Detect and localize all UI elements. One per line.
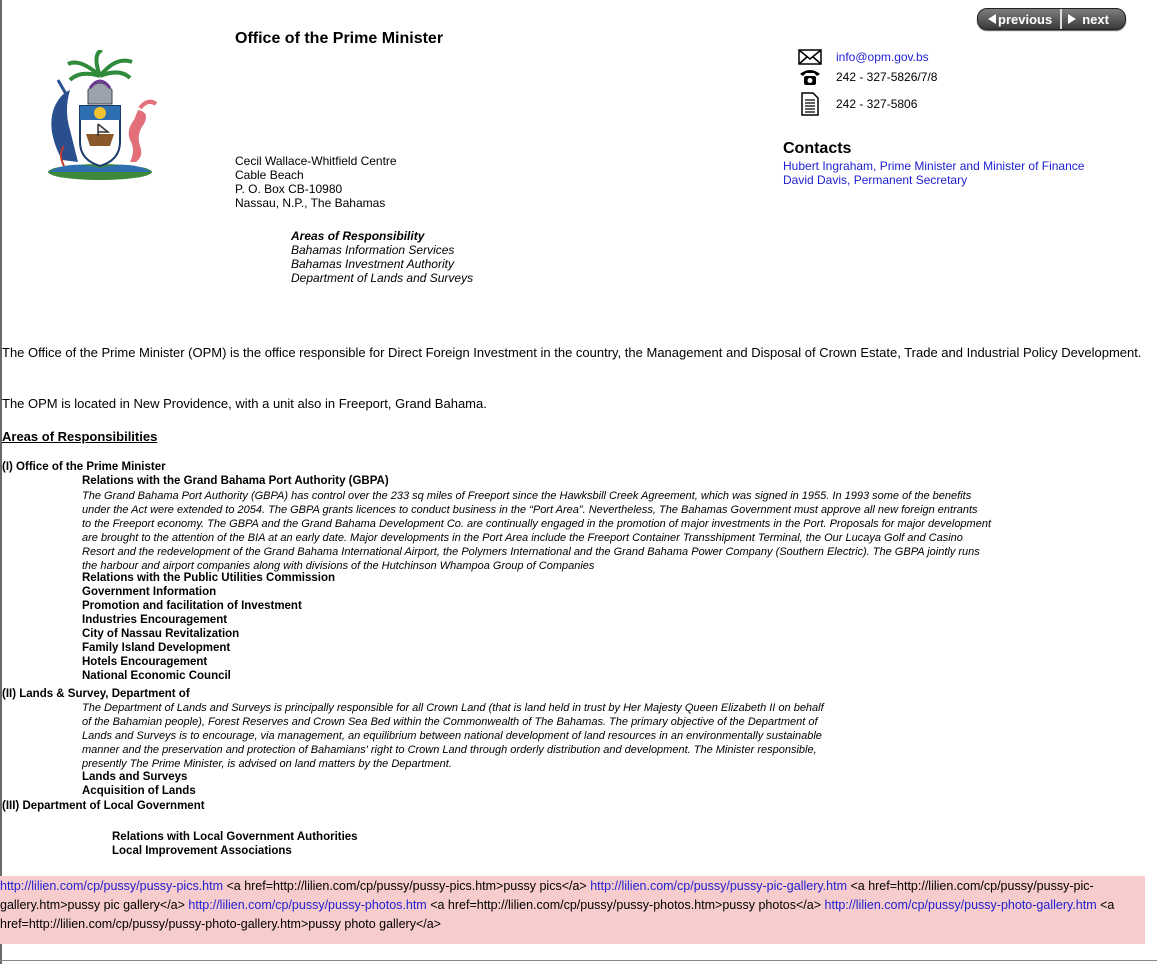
page-title: Office of the Prime Minister: [235, 30, 444, 47]
phone-number: 242 - 327-5826/7/8: [836, 70, 938, 84]
desc-line: are brought to the attention of the BIA at an early date. Major developments in the Port Area include the Freeport Container Transshipment Terminal, the Our Lucaya Golf and Casino: [82, 532, 963, 544]
fax-document-icon: [797, 92, 823, 116]
responsibility-item: City of Nassau Revitalization: [82, 628, 240, 640]
desc-line: presently The Prime Minister, is advised on land matters by the Department.: [82, 758, 452, 770]
spam-text: <a href=http://lilien.com/cp/pussy/pussy-pic-gallery.htm>pussy pic gallery</a>: [0, 879, 1094, 912]
desc-line: manner and the preservation and protection of Bahamians' right to Crown Land through orderly distribution and development. The Minister responsible,: [82, 744, 817, 756]
responsibility-item: Promotion and facilitation of Investment: [82, 600, 302, 612]
address-line: Cecil Wallace-Whitfield Centre: [235, 154, 397, 168]
page-frame-left: [0, 0, 2, 964]
fax-number: 242 - 327-5806: [836, 97, 918, 111]
section-heading: (I) Office of the Prime Minister: [2, 461, 166, 473]
contacts-heading: Contacts: [783, 140, 852, 157]
aor-heading: Areas of Responsibility: [291, 229, 425, 243]
previous-button[interactable]: [978, 9, 1060, 29]
address-line: Nassau, N.P., The Bahamas: [235, 196, 386, 210]
responsibility-item: Relations with the Grand Bahama Port Authority (GBPA): [82, 475, 389, 487]
next-label: next: [1082, 11, 1109, 27]
envelope-icon: [797, 49, 823, 65]
section-heading: (III) Department of Local Government: [2, 800, 205, 812]
responsibility-item: Lands and Surveys: [82, 771, 188, 783]
intro-paragraph: The Office of the Prime Minister (OPM) is the office responsible for Direct Foreign Investment in the country, the Management and Disposal of Crown Estate, Trade and Industrial Policy Development.: [2, 345, 1142, 360]
arrow-left-icon: [988, 14, 996, 24]
desc-line: under the Act were extended to 2054. The GBPA grants licences to conduct business in the “Port Area”. Nevertheless, The Bahamas Government must approve all new foreign entrants: [82, 504, 978, 516]
desc-line: The Grand Bahama Port Authority (GBPA) has control over the 233 sq miles of Freeport since the Hawksbill Creek Agreement, which was signed in 1955. In 1993 some of the benefits: [82, 490, 972, 502]
contact-link[interactable]: Hubert Ingraham, Prime Minister and Minister of Finance: [783, 159, 1085, 173]
aor-item: Bahamas Information Services: [291, 243, 455, 257]
responsibility-item: National Economic Council: [82, 670, 231, 682]
responsibility-item: Industries Encouragement: [82, 614, 228, 626]
coat-of-arms-icon: [40, 50, 160, 182]
intro-paragraph: The OPM is located in New Providence, with a unit also in Freeport, Grand Bahama.: [2, 396, 487, 411]
email-row: [797, 49, 929, 65]
injected-link-block: [0, 876, 1145, 944]
address-line: P. O. Box CB-10980: [235, 182, 343, 196]
responsibility-item: Government Information: [82, 586, 217, 598]
responsibility-item: Family Island Development: [82, 642, 231, 654]
arrow-right-icon: [1068, 14, 1076, 24]
desc-line: The Department of Lands and Surveys is principally responsible for all Crown Land (that is land held in trust by Her Majesty Queen Elizabeth II on behalf: [82, 702, 824, 714]
areas-heading: Areas of Responsibilities: [2, 429, 158, 444]
previous-label: previous: [998, 11, 1053, 27]
responsibility-item: Relations with Local Government Authorities: [112, 831, 358, 843]
fax-row: [797, 92, 917, 116]
responsibility-item: Acquisition of Lands: [82, 785, 196, 797]
aor-item: Bahamas Investment Authority: [291, 257, 454, 271]
aor-item: Department of Lands and Surveys: [291, 271, 474, 285]
address-line: Cable Beach: [235, 168, 304, 182]
spam-link[interactable]: http://lilien.com/cp/pussy/pussy-pic-gallery.htm: [590, 879, 847, 893]
responsibility-item: Hotels Encouragement: [82, 656, 208, 668]
page-frame-bottom: [0, 960, 1157, 961]
contacts-list: [783, 159, 1084, 187]
areas-of-responsibility-summary: [291, 229, 473, 285]
spam-link[interactable]: http://lilien.com/cp/pussy/pussy-pics.htm: [0, 879, 223, 893]
desc-line: Resort and the redevelopment of the Grand Bahama International Airport, the Polymers International and the Grand Bahama Power Company (Southern Electric). The GBPA jointly runs: [82, 546, 980, 558]
responsibility-item: Relations with the Public Utilities Commission: [82, 572, 336, 584]
telephone-icon: [797, 68, 823, 86]
next-button[interactable]: [1060, 9, 1125, 29]
lands-description: [82, 701, 824, 771]
spam-text: <a href=http://lilien.com/cp/pussy/pussy-photos.htm>pussy photos</a>: [426, 898, 825, 912]
spam-text: <a href=http://lilien.com/cp/pussy/pussy-pics.htm>pussy pics</a>: [223, 879, 591, 893]
desc-line: the harbour and airport companies along with divisions of the Hutchinson Whampoa Group of Companies: [82, 560, 595, 572]
spam-text: <a href=http://lilien.com/cp/pussy/pussy-photo-gallery.htm>pussy photo gallery</a>: [0, 898, 1115, 931]
section-heading: (II) Lands & Survey, Department of: [2, 688, 190, 700]
responsibility-item: Local Improvement Associations: [112, 845, 292, 857]
spam-link[interactable]: http://lilien.com/cp/pussy/pussy-photos.htm: [188, 898, 427, 912]
pager-nav: [977, 8, 1126, 30]
spam-link[interactable]: http://lilien.com/cp/pussy/pussy-photo-gallery.htm: [824, 898, 1097, 912]
desc-line: of the Bahamian people), Forest Reserves and Crown Sea Bed within the Commonwealth of The Bahamas. The primary objective of the Department of: [82, 716, 818, 728]
email-link[interactable]: info@opm.gov.bs: [836, 50, 929, 64]
contact-link[interactable]: David Davis, Permanent Secretary: [783, 173, 968, 187]
desc-line: Lands and Surveys is to encourage, via management, an equilibrium between national development of land resources in an environmentally sustainable: [82, 730, 822, 742]
phone-row: [797, 68, 937, 86]
office-address: [235, 154, 397, 210]
gbpa-description: [82, 489, 991, 573]
desc-line: to the Freeport economy. The GBPA and the Grand Bahama Development Co. are continually engaged in the promotion of major investments in the Port. Proposals for major development: [82, 518, 992, 530]
